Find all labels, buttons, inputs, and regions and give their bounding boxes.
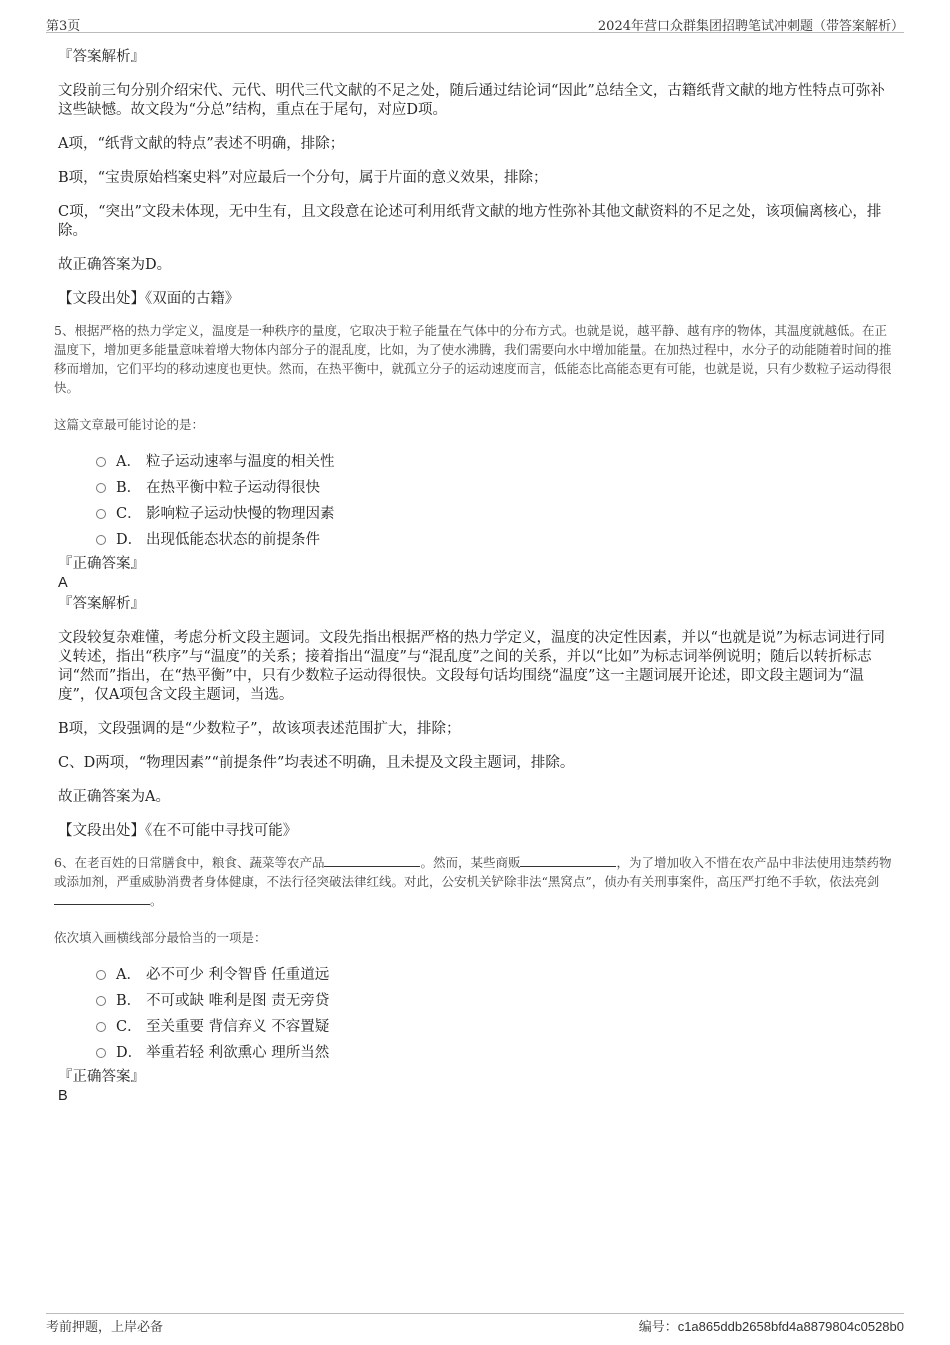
option-letter: A． (116, 966, 141, 983)
option-text: 影响粒子运动快慢的物理因素 (146, 505, 335, 522)
q6-stem-part-2: 。然而，某些商贩 (420, 855, 521, 870)
document-title: 2024年营口众群集团招聘笔试冲刺题（带答案解析） (597, 19, 904, 34)
option-text: 出现低能态状态的前提条件 (146, 531, 320, 548)
q6-options (96, 960, 896, 1064)
blank-line (520, 854, 616, 867)
q6-option-d[interactable] (96, 1038, 896, 1064)
q6-prompt: 依次填入画横线部分最恰当的一项是： (54, 930, 267, 945)
footer-slogan: 考前押题，上岸必备 (46, 1320, 164, 1335)
blank-line (54, 892, 150, 905)
q6-stem-part-4: 。 (150, 893, 163, 908)
page-footer (46, 1313, 904, 1334)
radio-icon[interactable] (96, 457, 106, 467)
q5-analysis-para-1: 文段较复杂难懂，考虑分析文段主题词。文段先指出根据严格的热力学定义，温度的决定性因素，并以“也就是说”为标志词进行同义转述，指出“秩序”与“温度”的关系；接着指出“温度”与“混乱度”之间的关系，并以“比如”为标志词举例说明；随后以转折标志词“然而”指出，在“热平衡”中，只有少数粒子运动得很快。文段每句话均围绕“温度”这一主题词展开论述，即文段主题词为“温度”，仅A项包含文段主题词，当选。 (58, 630, 885, 703)
option-text: 不可或缺 唯利是图 责无旁贷 (146, 992, 330, 1009)
q4-analysis-para-5: 故正确答案为D。 (58, 257, 172, 273)
radio-icon[interactable] (96, 996, 106, 1006)
q5-options (96, 447, 896, 551)
blank-line (324, 854, 420, 867)
q6-answer-label: 『正确答案』 (58, 1069, 145, 1085)
option-text: 举重若轻 利欲熏心 理所当然 (146, 1044, 330, 1061)
option-letter: B． (116, 992, 142, 1009)
q5-option-c[interactable] (96, 499, 896, 525)
q5-answer-label: 『正确答案』 (58, 556, 145, 572)
q5-analysis-para-4: 故正确答案为A。 (58, 789, 170, 805)
option-text: 在热平衡中粒子运动得很快 (146, 479, 320, 496)
document-code: 编号：c1a865ddb2658bfd4a8879804c0528b0 (638, 1319, 904, 1334)
q4-analysis-para-1: 文段前三句分别介绍宋代、元代、明代三代文献的不足之处，随后通过结论词“因此”总结全文，古籍纸背文献的地方性特点可弥补这些缺憾。故文段为“分总”结构，重点在于尾句，对应D项。 (58, 83, 885, 118)
radio-icon[interactable] (96, 509, 106, 519)
radio-icon[interactable] (96, 1022, 106, 1032)
q6-option-c[interactable] (96, 1012, 896, 1038)
option-text: 必不可少 利令智昏 任重道远 (146, 966, 330, 983)
radio-icon[interactable] (96, 483, 106, 493)
page-content (56, 44, 896, 1106)
q6-stem-part-3: ，为了增加收入不惜在农产品中非法使用违禁药物或添加剂，严重威胁消费者身体健康，不法行径突破法律红线。对此，公安机关铲除非法“黑窝点”，侦办有关刑事案件，高压严打绝不手软，依法亮剑 (54, 855, 892, 889)
q4-analysis-para-4: C项，“突出”文段未体现，无中生有，且文段意在论述可利用纸背文献的地方性弥补其他文献资料的不足之处，该项偏离核心，排除。 (58, 204, 882, 239)
q6-option-b[interactable] (96, 986, 896, 1012)
q4-source: 【文段出处】《双面的古籍》 (58, 291, 240, 307)
q6-stem (54, 853, 896, 910)
q5-option-a[interactable] (96, 447, 896, 473)
q4-analysis-para-2: A项，“纸背文献的特点”表述不明确，排除； (58, 136, 345, 152)
q5-prompt: 这篇文章最可能讨论的是： (54, 417, 205, 432)
q6-option-a[interactable] (96, 960, 896, 986)
page-number: 第3页 (46, 19, 81, 34)
option-letter: C． (116, 1018, 142, 1035)
q4-analysis-para-3: B项，“宝贵原始档案史料”对应最后一个分句，属于片面的意义效果，排除； (58, 170, 548, 186)
q6-answer: B (58, 1088, 68, 1104)
q5-option-b[interactable] (96, 473, 896, 499)
option-letter: A． (116, 453, 141, 470)
q4-analysis-label: 『答案解析』 (58, 49, 145, 65)
option-text: 至关重要 背信弃义 不容置疑 (146, 1018, 330, 1035)
q5-analysis-para-2: B项，文段强调的是“少数粒子”，故该项表述范围扩大，排除； (58, 721, 461, 737)
q6-stem-part-1: 6、在老百姓的日常膳食中，粮食、蔬菜等农产品 (54, 855, 325, 870)
option-letter: D． (116, 531, 143, 548)
option-letter: C． (116, 505, 142, 522)
radio-icon[interactable] (96, 535, 106, 545)
option-text: 粒子运动速率与温度的相关性 (146, 453, 335, 470)
q5-stem: 5、根据严格的热力学定义，温度是一种秩序的量度，它取决于粒子能量在气体中的分布方式。也就是说，越平静、越有序的物体，其温度就越低。在正温度下，增加更多能量意味着增大物体内部分子的混乱度，比如，为了使水沸腾，我们需要向水中增加能量。在加热过程中，水分子的动能随着时间的推移而增加，它们平均的移动速度也更快。然而，在热平衡中，就孤立分子的运动速度而言，低能态比高能态更有可能，也就是说，只有少数粒子运动得很快。 (54, 323, 892, 395)
q5-source: 【文段出处】《在不可能中寻找可能》 (58, 823, 298, 839)
q5-analysis-label: 『答案解析』 (58, 596, 145, 612)
option-letter: B． (116, 479, 142, 496)
radio-icon[interactable] (96, 970, 106, 980)
page-header (46, 14, 904, 33)
q5-analysis-para-3: C、D两项，“物理因素”“前提条件”均表述不明确，且未提及文段主题词，排除。 (58, 755, 575, 771)
q5-option-d[interactable] (96, 525, 896, 551)
q5-answer: A (58, 575, 68, 591)
option-letter: D． (116, 1044, 143, 1061)
radio-icon[interactable] (96, 1048, 106, 1058)
